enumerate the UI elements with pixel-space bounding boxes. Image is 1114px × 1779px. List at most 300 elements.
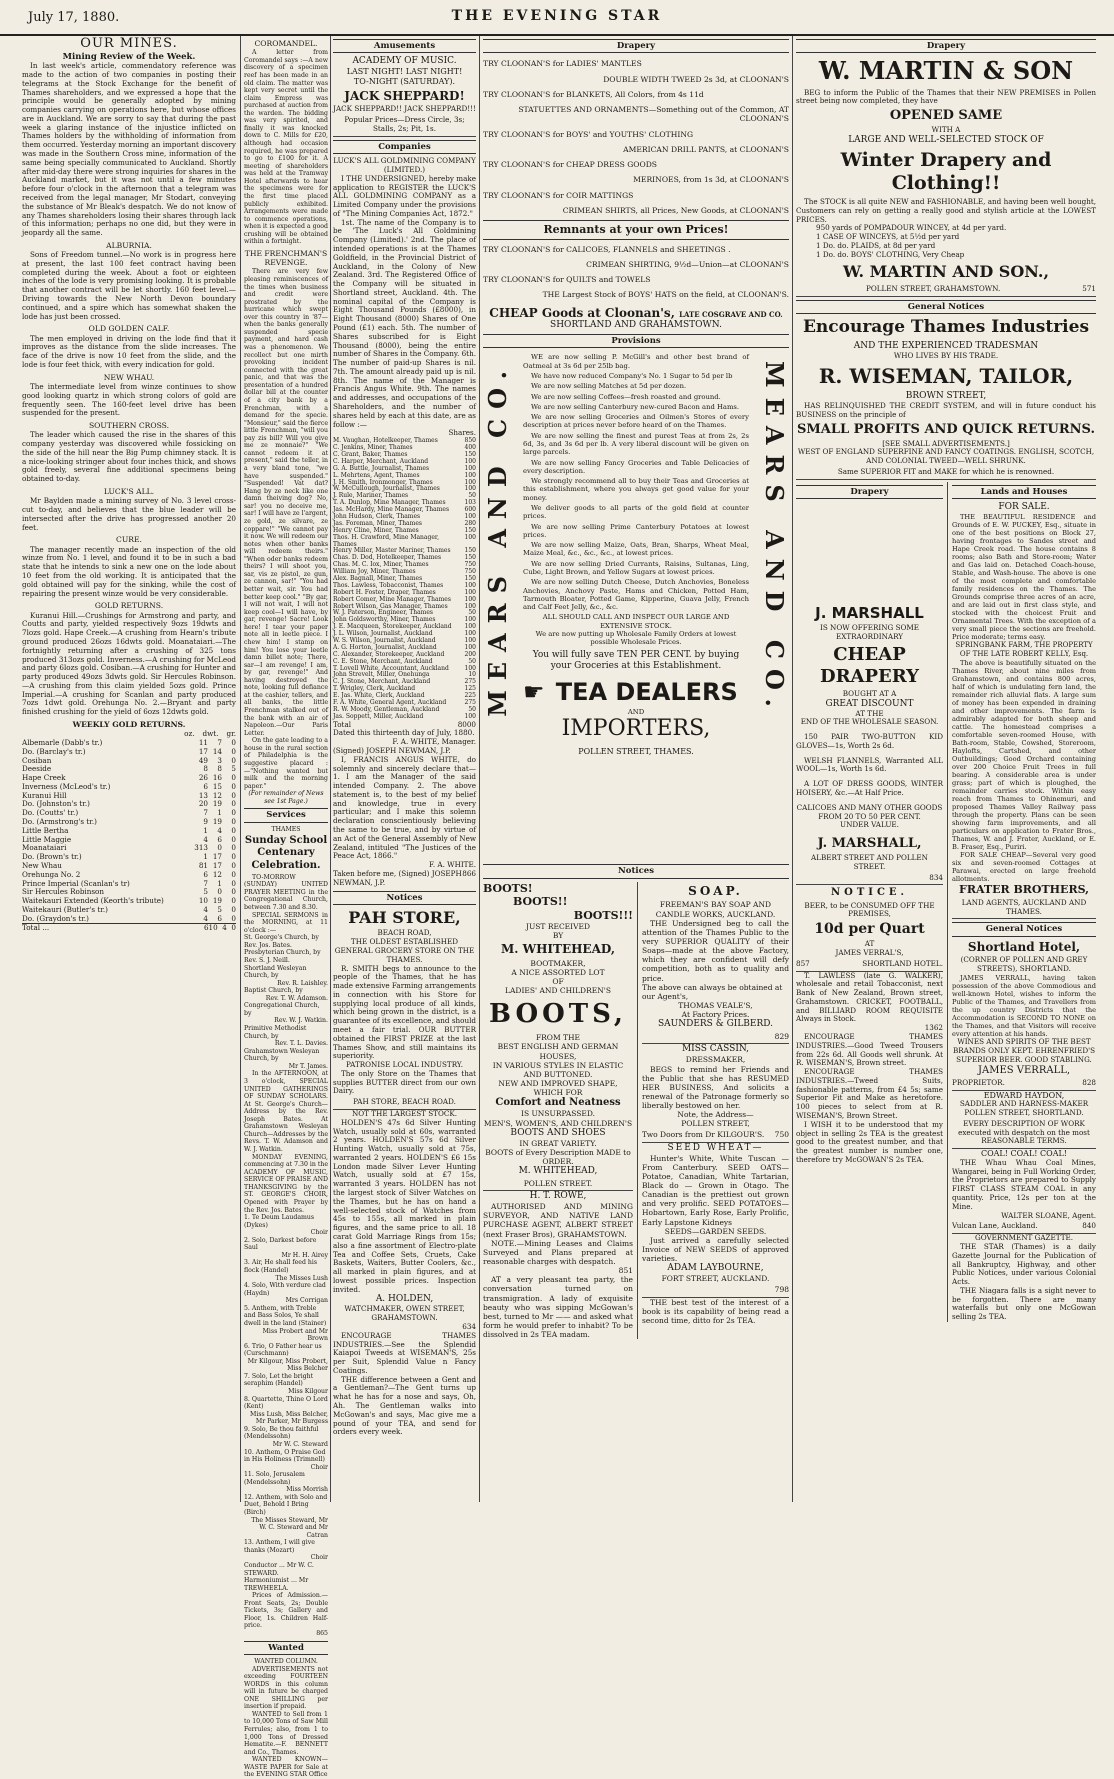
- ad-title: Comfort and Neatness: [495, 1097, 621, 1109]
- ad-title: NOT THE LARGEST STOCK.: [352, 1109, 457, 1119]
- table-cell: E. Jas. White, Clerk, Auckland: [333, 692, 425, 700]
- table-cell: 750: [464, 568, 476, 576]
- table-cell-group: [194, 757, 236, 766]
- continuation-note: (For remainder of News see 1st Page.): [248, 790, 324, 805]
- list-item: [244, 1471, 328, 1494]
- table-cell: Henry Miller, Master Mariner, Thames: [333, 547, 451, 555]
- ad-line: BOOTMAKER,: [530, 958, 586, 968]
- ad-title: PAH STORE,: [348, 907, 461, 927]
- ad-line: Taken before me, (Signed) JOSEPH NEWMAN, J.P.: [333, 868, 462, 887]
- column-rule: [240, 36, 241, 1502]
- lands-column: [952, 482, 1096, 1322]
- table-cell: 0: [231, 834, 236, 844]
- cloonan-ad: [483, 242, 789, 303]
- table-cell: 0: [231, 887, 236, 897]
- ad-number: 840: [1082, 1221, 1096, 1231]
- notices-row: [483, 882, 789, 1339]
- section-header: Wanted: [244, 1641, 328, 1655]
- article-paragraph: The leader which caused the rise in the shares of this company yesterday was discovered while fossicking on the side of the hill near the Big Pump chimney stack. It is a nice-looking stringer about four inches thick, and shows gold freely, several fine additional specimens being obtained to-day.: [22, 430, 236, 484]
- table-cell: 0: [231, 738, 236, 747]
- ad-line: LAND AGENTS, AUCKLAND AND THAMES.: [952, 897, 1096, 920]
- ad-line: EVERY DESCRIPTION OF WORK executed with despatch on the most REASONABLE TERMS.: [952, 1118, 1096, 1149]
- table-cell: Total ...: [22, 923, 50, 933]
- table-cell: 313: [194, 843, 208, 853]
- table-cell: 7: [203, 878, 208, 888]
- ad-line: GREAT DISCOUNT: [825, 698, 914, 709]
- ad-text: MONDAY EVENING, commencing at 7.30 in the ACADEMY OF MUSIC, SERVICE OF PRAISE AND THANKSGIVING by the ST. GEORGE'S CHOIR, Opened with Prayer by the Rev. Jos. Bates.: [244, 1153, 328, 1214]
- ad-title: BOOTS!!: [513, 895, 568, 909]
- column-rule: [330, 36, 331, 1502]
- ad-line: LARGE AND WELL-SELECTED STOCK OF: [848, 134, 1044, 145]
- ad-title: BOOTS,: [488, 998, 627, 1029]
- table-cell: Do. (Barclay's tr.): [22, 746, 86, 756]
- ad-title: Sunday School Centenary Celebration.: [244, 835, 328, 871]
- list-item: We strongly recommend all to buy their Teas and Groceries at this establishment, where you always get good value for your money.: [523, 477, 749, 502]
- list-item: We are now selling Dried Currants, Raisins, Sultanas, Ling, Cube, Light Brown, and Yellow Sugars at lowest prices.: [523, 559, 749, 576]
- table-cell: 100: [464, 588, 476, 596]
- table-cell: 0: [231, 781, 236, 791]
- table-cell: 5: [217, 904, 222, 914]
- ad-title: SMALL PROFITS AND QUICK RETURNS.: [796, 421, 1096, 437]
- list-item-label: 1. Te Deum Laudamus (Dykes): [244, 1214, 315, 1229]
- table-cell: Thos. H. Crawford, Mine Manager, Thames: [333, 533, 440, 548]
- table-cell: 150: [464, 574, 476, 582]
- article-paragraph: The men employed in driving on the lode find that it improves as the distance from the slide increases. The face of the drive is now 10 feet from the slide, and the lode is four feet thick, with every indication for gold.: [22, 333, 236, 369]
- list-item-value: Mrs Corrigan: [285, 1297, 328, 1305]
- table-cell: 0: [231, 755, 236, 765]
- soap-ad: [642, 882, 789, 1339]
- ad-title: BOOTS!!!: [573, 908, 633, 922]
- table-cell: 100: [464, 595, 476, 603]
- list-item: 1 Do. do. BOYS' CLOTHING, Very Cheap: [816, 249, 965, 259]
- column-header: dwt.: [202, 729, 219, 739]
- table-cell: 8000: [457, 719, 476, 729]
- table-cell: New Whau: [22, 860, 62, 870]
- table-cell: Do. (Coutts' tr.): [22, 808, 79, 818]
- table-cell: 4: [222, 923, 227, 933]
- ad-line: CALICOES AND MANY OTHER GOODS: [796, 802, 943, 812]
- table-cell: 100: [464, 636, 476, 644]
- ad-line: ALBERT STREET AND POLLEN STREET.: [811, 852, 928, 871]
- ad-line: F. A. WHITE, Manager.: [392, 737, 476, 747]
- ad-line: Dated this thirteenth day of July, 1880.: [333, 728, 475, 738]
- list-item-label: 6. Trio, O Father hear us (Curschmann): [244, 1342, 322, 1358]
- ad-line: IS NOW OFFERING SOME EXTRAORDINARY: [819, 623, 919, 642]
- table-cell: 19: [212, 799, 222, 809]
- ad-line: POLLEN STREET, THAMES.: [578, 746, 694, 756]
- table-cell-group: [194, 827, 236, 836]
- list-item-value: Miss Morrish: [286, 1486, 328, 1494]
- table-cell: T. Lovell White, Accountant, Auckland: [333, 664, 449, 672]
- table-cell: Jas. Soppett, Miller, Auckland: [333, 712, 424, 720]
- table-row: [333, 535, 476, 549]
- table-cell: 19: [212, 896, 222, 906]
- table-cell-group: [194, 906, 236, 915]
- ad-line: AND THE EXPERIENCED TRADESMAN: [853, 341, 1039, 351]
- table-cell: 6: [217, 834, 222, 844]
- list-item-value: The Misses Steward, Mr W. C. Steward and Mr Catran: [251, 1516, 328, 1539]
- table-cell: 17: [198, 746, 208, 756]
- table-cell: 9: [203, 817, 208, 827]
- list-item: [244, 1494, 328, 1539]
- table-cell: 100: [464, 664, 476, 672]
- list-item-label: 9. Solo, Be thou faithful (Mendelssohn): [244, 1425, 319, 1441]
- ad-line: WITH A: [931, 125, 961, 135]
- table-cell: 100: [464, 485, 476, 493]
- table-cell: 225: [464, 692, 476, 700]
- ad-text: 1st. The name of the Company is to be 'The Luck's All Goldmining Company (Limited).' 2nd. The place of intended operations is at the Thames Goldfield, in the Provincial District of Auckland, in the Colony of New Zealand. 3rd. The Registered Office of the Company will be situated in Shortland street, Auckland. 4th. The nominal capital of the Company is Eight Thousand Pounds (£8000), in Eight Thousand (8000) Shares of One Pound (£1) each. 5th. The number of Shares subscribed for is Eight Thousand (8000), being the entire number of Shares in the Company. 6th. The number of paid-up Shares is nil. 7th. The amount already paid up is nil. 8th. The name of the Manager is Francis Angus White. 9th. The names and addresses, and occupations of the Shareholders, and the number of shares held by each at this date, are as follow :—: [333, 217, 476, 429]
- table-cell: Robert H. Foster, Draper, Thames: [333, 588, 436, 596]
- ad-line: WALTER SLOANE, Agent.: [1001, 1210, 1096, 1220]
- table-cell: 0: [231, 808, 236, 818]
- article-heading: COROMANDEL.: [254, 39, 318, 48]
- ad-text: Prices of Admission.—Front Seats, 2s; Double Tickets, 3s; Gallery and Floor, 1s. Children Half-price.: [244, 1592, 328, 1630]
- ad-title: FRATER BROTHERS,: [959, 883, 1089, 897]
- article-paragraph: Sons of Freedom tunnel.—No work is in progress here at present, the last 100 feet contract having been completed during the week. About a foot or eighteen inches of the lode is very promising looking. It is probable that another contract will be let shortly. 160 feet level.—Driving towards the New North Devon boundary continued, and a spire which has somewhat shaken the lode has just been crossed.: [22, 250, 236, 321]
- ad-line: IN VARIOUS STYLES IN ELASTIC AND BUTTONED.: [492, 1060, 624, 1079]
- table-cell: 100: [464, 471, 476, 479]
- ad-number: 829: [642, 1030, 789, 1044]
- ad-line: BEACH ROAD,: [377, 928, 432, 938]
- ad-title: TEA DEALERS: [555, 678, 738, 707]
- ad-line: [333, 870, 476, 888]
- list-item: [244, 1396, 328, 1426]
- list-item-label: 4. Solo, With verdure clad (Haydn): [244, 1282, 326, 1297]
- ad-text: The above is beautifully situated on the Thames River, about nine miles from Grahamstown, and contains 800 acres, half of which is undulating fern land, the remainder rich alluvial flats. A large sum of money has been expended in draining and other improvements. The farm is admirably adapted for both sheep and cattle. The homestead comprises a comfortable seven-roomed House, with Bath-room, Stable, Cowshed, Storeroom, Haylofts, Cartshed, and other Outbuildings; Good Orchard containing over 200 Choice Fruit Trees in full bearing. A considerable area is under grass; part of which is ploughed, the remainder carries stock. Within easy reach from Thames to Ohinemuri, and proposed Thames Valley Railway pass through the property. Plans can be seen showing farm improvements, and all particulars on application to Frater Bros., Thames, W. and J. Frater, Auckland, or E. B. Fraser, Esq., Puriri.: [952, 658, 1096, 852]
- list-item-value: Choir: [310, 1554, 328, 1562]
- table-cell: 20: [198, 799, 208, 809]
- table-cell: 12: [212, 869, 222, 879]
- table-cell: 125: [464, 685, 476, 693]
- list-item-label: Grahamstown Wesleyan Church, by: [244, 1047, 320, 1063]
- spacer: [796, 502, 943, 602]
- ad-title: Remnants at your own Prices!: [483, 220, 789, 239]
- table-cell: 8: [217, 764, 222, 774]
- ad-line: TRY CLOONAN'S for BOYS' and YOUTHS' CLOTHING: [483, 129, 694, 139]
- ad-line: We are now putting up Wholesale Family Orders at lowest possible Wholesale Prices.: [535, 629, 737, 647]
- list-item-value: Miss Kilgour: [288, 1388, 328, 1396]
- ad-title: SEED WHEAT—: [667, 1142, 764, 1153]
- mine-heading: GOLD RETURNS.: [94, 601, 164, 611]
- table-cell: 11: [198, 738, 208, 747]
- ad-title: IMPORTERS,: [561, 715, 711, 741]
- table-cell: Do. (Brown's tr.): [22, 852, 82, 862]
- ad-line: AT: [864, 939, 875, 949]
- table-cell: 0: [231, 852, 236, 862]
- table-cell: 7: [203, 808, 208, 818]
- ad-title: Encourage Thames Industries: [802, 317, 1090, 338]
- ad-text: FOR SALE CHEAP—Several very good six and seven-roomed Cottages at Parawai, erected on large freehold allotments.: [952, 851, 1096, 884]
- table-cell: C. Alexander, Storekeeper, Auckland: [333, 650, 445, 658]
- table-cell: 0: [217, 887, 222, 897]
- ad-title: SAUNDERS & GILBERD.: [657, 1019, 774, 1030]
- section-header: Amusements: [333, 39, 476, 53]
- ad-title: ACADEMY OF MUSIC.: [352, 56, 457, 67]
- ad-line: MERINOES, from 1s 3d, at CLOONAN'S: [633, 175, 789, 185]
- table-cell: Prince Imperial (Scanlan's tr): [22, 878, 130, 888]
- table-cell: C. Grant, Baker, Thames: [333, 450, 408, 458]
- ad-text: The STOCK is all quite NEW and FASHIONABLE, and having been well bought, Customers can rely on getting a really good and stylish article at the LOWEST PRICES.: [796, 197, 1096, 224]
- table-cell: 150: [464, 554, 476, 562]
- ad-banner: MEARS AND CO.: [483, 361, 512, 718]
- ad-line: UNDER VALUE.: [840, 820, 899, 830]
- table-cell: 100: [464, 630, 476, 638]
- ad-text: I WISH it to be understood that my object in selling 2s TEA is the greatest good to the greatest number, and that the greatest number is number one, therefore try McGOWAN'S 2s TEA.: [796, 1119, 943, 1164]
- ad-title: COAL! COAL! COAL!: [980, 1149, 1068, 1159]
- ad-text: THE best test of the interest of a book is its capability of being read a second time, ditto for 2s TEA.: [642, 1297, 789, 1325]
- column-drapery-provisions: [483, 36, 789, 1502]
- ad-line: [SEE SMALL ADVERTISEMENTS.]: [882, 438, 1010, 448]
- table-cell: Chas. M. C. Iox, Miner, Thames: [333, 561, 429, 569]
- list-item: We are now selling Maize, Oats, Bran, Sharps, Wheat Meal, Maize Meal, &c., &c., &c., at lowest prices.: [523, 541, 749, 558]
- ad-line: TRY CLOONAN'S for QUILTS and TOWELS: [483, 275, 651, 285]
- table-cell: 1: [203, 852, 208, 862]
- ad-line: TRY CLOONAN'S for LADIES' MANTLES: [483, 59, 642, 69]
- ad-line: (Signed) JOSEPH NEWMAN, J.P.: [333, 746, 451, 756]
- ad-line: AMERICAN DRILL PANTS, at CLOONAN'S: [623, 144, 789, 154]
- ad-line: TRY CLOONAN'S for CHEAP DRESS GOODS: [483, 160, 658, 170]
- section-heading: OUR MINES.: [80, 36, 178, 51]
- ad-title: NOTICE.: [830, 887, 909, 899]
- table-row: [333, 714, 476, 721]
- table-cell: Jas. McHardy, Mine Manager, Thames: [333, 506, 450, 514]
- cloonan-ad: [483, 56, 789, 218]
- ad-number: 798: [642, 1283, 789, 1297]
- table-cell: Thos. Lawless, Tobacconist, Thames: [333, 581, 444, 589]
- table-cell: 10: [198, 896, 208, 906]
- table-cell: Hape Creek: [22, 773, 66, 783]
- table-cell: Waitekauri Extended (Keorth's tribute): [22, 896, 164, 906]
- ad-line: You will fully save TEN PER CENT. by buying your Groceries at this Establishment.: [532, 650, 740, 672]
- list-item-value: Rev. W. J. Watkin.: [274, 1017, 328, 1025]
- table-cell: 0: [217, 843, 222, 853]
- ad-title: H. T. ROWE,: [529, 1191, 587, 1202]
- article-paragraph: A letter from Coromandel says :—A new discovery of a specimen reef has been made in an old claim. The matter was kept very secret until the claim Empress was purchased at auction from the warden. The bidding was very spirited, and finally it was knocked down to C. Mills for £20, although had occasion required, he was prepared to go to £100 for it. A meeting of shareholders was held at the Tramway Hotel afterwards to hear the specimens were for the first time placed publicly exhibited. Arrangements were made to commence operations, when it is expected a good crushing will be obtained within a fortnight.: [244, 49, 328, 246]
- marshall-column: [796, 482, 943, 1322]
- ad-title: GOVERNMENT GAZETTE.: [974, 1233, 1074, 1243]
- list-item: We are now selling Coffees—fresh roasted and ground.: [531, 392, 721, 401]
- table-cell: 6: [217, 913, 222, 923]
- ad-title: J. MARSHALL,: [817, 836, 922, 852]
- table-cell: 19: [212, 817, 222, 827]
- ad-line: THE Largest Stock of BOYS' HATS on the field, at CLOONAN'S.: [542, 290, 789, 300]
- ad-line: SHORTLAND HOTEL.: [862, 958, 943, 968]
- article-paragraph: Kuranui Hill.—Crushings for Armstrong and party, and Coutts and party, yielded respectively 9ozs 19dwts and 7lozs gold. Hape Creek.—A crushing from Hearn's tribute ground produced 26ozs 16dwts gold. Moanataiari.—The fortnightly returning after a crushing of 325 tons produced 313ozs gold. Inverness.—A crushing for McLeod and party 6lozs gold. Cosiban.—A crushing for Hunter and party produced 49ozs 3dwts gold. Sir Hercules Robinson.—A crushing from this claim yielded 5ozs gold. Prince Imperial.—A crushing for Scanlan and party produced 7ozs 1dwt gold. Orehunga No. 2.—Bryant and party finished crushing for the yield of 6ozs 12dwts gold.: [22, 610, 236, 717]
- table-cell: 0: [231, 869, 236, 879]
- ad-text: JAMES VERRALL, having taken possession of the above Commodious and well-known Hotel, wishes to inform the Public of the Thames, and Travellers from the up country Districts that the Accommodation is SECOND TO NONE on the Thames, and that Visitors will receive every attention at his hands.: [952, 973, 1096, 1039]
- ad-line: AT THE: [855, 708, 884, 718]
- ad-line: WINES AND SPIRITS OF THE BEST BRANDS ONLY KEPT. EHRENFRIED'S SUPERIOR BEER. GOOD STABLING.: [952, 1037, 1096, 1064]
- list-item: [244, 1025, 328, 1048]
- list-item: [244, 1539, 328, 1562]
- ad-title: Winter Drapery and Clothing!!: [840, 148, 1052, 194]
- list-item-label: 5. Anthem, with Treble and Bass Solos, Ye shall dwell in the land (Stainer): [244, 1304, 327, 1327]
- masthead: [0, 0, 1114, 36]
- ad-line: JUST RECEIVED: [525, 922, 591, 932]
- table-cell: 100: [464, 512, 476, 520]
- table-cell: 100: [464, 623, 476, 631]
- list-item-value: Mr H. H. Airey: [281, 1251, 328, 1259]
- list-item: We are now selling Prime Canterbury Potatoes at lowest prices.: [523, 522, 749, 539]
- ad-line: F. A. WHITE.: [428, 860, 476, 870]
- ad-line: TO-NIGHT (SATURDAY).: [353, 77, 456, 87]
- table-cell-group: [194, 800, 236, 809]
- ad-title: R. WISEMAN, TAILOR,: [818, 363, 1074, 388]
- ad-line: WHICH FOR: [533, 1088, 583, 1098]
- table-cell: Moanataiari: [22, 843, 67, 853]
- ad-text: ENCOURAGE THAMES INDUSTRIES.—Good Tweed Trousers from 22s 6d. All Goods well shrunk. At R. WISEMAN'S, Brown street.: [796, 1031, 943, 1068]
- section-header: Services: [244, 808, 328, 822]
- list-item-value: Mr W. C. Steward: [272, 1440, 328, 1448]
- ad-text: Just arrived a carefully selected Invoice of NEW SEEDS of approved varieties.: [642, 1235, 789, 1264]
- ad-text: BEG to inform the Public of the Thames that their NEW PREMISES in Pollen street being now completed, they have: [796, 87, 1096, 106]
- ad-line: WATCHMAKER, OWEN STREET, GRAHAMSTOWN.: [344, 1304, 465, 1323]
- ad-text: I, FRANCIS ANGUS WHITE, do solemnly and sincerely declare that— 1. I am the Manager of the said intended Company. 2. The above statement is, to the best of my belief and knowledge, true in every particular; and I make this solemn declaration conscientiously believing the same to be true, and by virtue of an Act of the General Assembly of New Zealand, intituled "The Justices of the Peace Act, 1866.": [333, 754, 476, 861]
- table-cell: 100: [464, 581, 476, 589]
- table-cell: 7: [217, 738, 222, 747]
- returns-table-heading: WEEKLY GOLD RETURNS.: [72, 719, 186, 729]
- ad-body: [523, 351, 749, 756]
- ad-text: ENCOURAGE THAMES INDUSTRIES.—Tweed Suits, fashionable patterns, from £4 5s; same Superior Fit and Make as heretofore. 100 pieces to select from at R. WISEMAN'S, Brown Street.: [796, 1067, 943, 1120]
- provisions-list: [523, 353, 749, 611]
- ad-line: TRY CLOONAN'S for CALICOES, FLANNELS and SHEETINGS .: [483, 244, 731, 254]
- table-cell: 100: [464, 478, 476, 486]
- table-cell: 275: [464, 678, 476, 686]
- ad-text: WANTED to Sell from 1 to 10,000 Tons of Saw Mill Ferrules; also, from 1 to 1,000 Tons of Dressed Hematite.—F. BENNETT and Co., Thames.: [244, 1710, 328, 1756]
- ad-title: W. MARTIN AND SON.,: [842, 261, 1050, 281]
- section-header: Notices: [483, 864, 789, 878]
- table-cell: 1: [203, 825, 208, 835]
- table-cell: 50: [468, 492, 476, 500]
- pointing-hand-icon: ☛: [523, 678, 545, 707]
- ad-line: CRIMEAN SHIRTS, all Prices, New Goods, at CLOONAN'S: [562, 205, 789, 215]
- list-item: [244, 1449, 328, 1472]
- ad-line: TRY CLOONAN'S for BLANKETS, All Colors, from 4s 11d: [483, 89, 704, 99]
- church-list: [244, 934, 328, 1070]
- ad-line: LATE COSGRAVE AND CO.: [679, 309, 783, 319]
- table-cell: 0: [231, 896, 236, 906]
- ad-line: TRY CLOONAN'S for COIR MATTINGS: [483, 190, 634, 200]
- table-cell: 17: [212, 852, 222, 862]
- table-cell: 100: [464, 533, 476, 541]
- ad-line: JACK SHEPPARD!! JACK SHEPPARD!!!: [333, 104, 476, 114]
- article-heading: THE FRENCHMAN'S REVENGE.: [244, 248, 328, 268]
- ad-title: BOOTS!: [483, 881, 533, 895]
- ad-text: HOLDEN'S 47s 6d Silver Hunting Watch, usually sold at 60s, warranted 2 years. HOLDEN'S 57s 6d Silver Hunting Watch, usually sold at 75s, warranted 2 years. HOLDEN'S £6 15s London made Silver Lever Hunting Watch, usually sold at £7 15s, warranted 3 years. HOLDEN has not the largest stock of Silver Watches on the Thames, but he has on hand a well-selected stock of Watches from 45s to 155s, all marked in plain figures, and the same price to all. 18 carat Gold Marriage Rings from 15s; also a fine assortment of Electro-plate Tea and Coffee Sets, Cruets, Cake Baskets, Waiters, Butter Coolers, &c., all marked in plain figures, and at lowest possible prices. Inspection invited.: [333, 1117, 476, 1294]
- section-header: Drapery: [483, 39, 789, 53]
- article-paragraph: The manager recently made an inspection of the old winze from No. 1 level, and found it to be in such a bad state that he intends to sink a new one on the lode about 10 feet from the old working. It is anticipated that the gold obtained will pay for the sinking, while the cost of repairing the present winze would be very considerable.: [22, 544, 236, 598]
- ad-line: END OF THE WHOLESALE SEASON.: [800, 717, 939, 727]
- ad-text: SPECIAL SERMONS in the MORNING, at 11 o'clock :—: [244, 911, 328, 934]
- column-rule: [947, 482, 948, 1322]
- table-cell: Alex. Bagnall, Miner, Thames: [333, 574, 423, 582]
- ad-line: LAST NIGHT! LAST NIGHT!: [346, 67, 463, 77]
- list-item: [244, 965, 328, 988]
- list-item: We are now selling Canterbury new-cured Bacon and Hams.: [531, 402, 740, 411]
- list-item: 950 yards of POMPADOUR WINCEY, at 4d per yard.: [816, 223, 1007, 233]
- ad-number: 865: [316, 1630, 328, 1638]
- ad-line: THOMAS VEALE'S,: [678, 1001, 753, 1010]
- table-cell: 280: [464, 519, 476, 527]
- table-cell: 600: [464, 506, 476, 514]
- list-item: [244, 1343, 328, 1373]
- ad-title: [483, 306, 789, 321]
- ad-text: 150 PAIR TWO-BUTTON KID GLOVES—1s, Worth 2s 6d.: [796, 732, 943, 750]
- table-cell: Sir Hercules Robinson: [22, 887, 104, 897]
- table-cell: 100: [464, 457, 476, 465]
- table-cell: 0: [231, 773, 236, 783]
- list-item: We have now reduced Company's No. 1 Sugar to 5d per lb: [531, 372, 733, 381]
- ad-line: POLLEN STREET.: [483, 1177, 633, 1191]
- list-item-value: Rev. R. Laishley.: [277, 979, 328, 987]
- ad-line: STATUETTES AND ORNAMENTS—Something out of the Common, AT CLOONAN'S: [518, 105, 789, 124]
- ad-title: WANTED COLUMN.: [254, 1657, 318, 1665]
- table-cell: 5: [203, 887, 208, 897]
- table-cell: John Goldsworthy, Miner, Thames: [333, 616, 436, 624]
- ad-title: A. HOLDEN,: [375, 1294, 434, 1305]
- ad-text: NOTE.—Mining Leases and Claims Surveyed and Plans prepared at reasonable charges with despatch.: [483, 1238, 633, 1266]
- table-cell: 103: [464, 499, 476, 507]
- list-item-label: 3. Air, He shall feed his flock (Handel): [244, 1259, 318, 1275]
- table-cell: 12: [212, 790, 222, 800]
- ad-line: PROPRIETOR.: [952, 1077, 1005, 1087]
- table-cell: 4: [203, 834, 208, 844]
- table-cell: 0: [231, 799, 236, 809]
- ad-title: BOOTS AND SHOES: [510, 1127, 606, 1138]
- ad-line: Popular Prices—Dress Circle, 3s; Stalls, 2s; Pit, 1s.: [333, 114, 476, 137]
- ad-line: Two Doors from Dr KILGOUR'S.: [642, 1130, 765, 1140]
- list-item-label: Shortland Wesleyan Church, by: [244, 964, 307, 980]
- table-cell: 50: [468, 705, 476, 713]
- table-cell: 100: [464, 616, 476, 624]
- ad-line: WHO LIVES BY HIS TRADE.: [893, 350, 999, 360]
- ad-text: WELSH FLANNELS, Warranted ALL WOOL—1s, Worth 1s 6d.: [796, 755, 943, 774]
- table-cell: Chas. D. Dod, Hotelkeeper, Thames: [333, 554, 442, 562]
- table-cell: 50: [468, 657, 476, 665]
- ad-text: AUTHORISED AND MINING SURVEYOR, AND NATIVE LAND PURCHASE AGENT, ALBERT STREET (next Fraser Bros), GRAHAMSTOWN.: [483, 1202, 633, 1239]
- table-cell: 750: [464, 561, 476, 569]
- ad-title: JAMES VERRALL,: [977, 1064, 1071, 1076]
- section-header: Notices: [333, 891, 476, 905]
- table-cell: R. W. Moody, Gentleman, Auckland: [333, 705, 440, 713]
- mine-heading: ALBURNIA.: [106, 240, 152, 250]
- table-cell: Robert Comer, Mine Manager, Thames: [333, 595, 451, 603]
- table-cell: J. Rule, Mariner, Thames: [333, 492, 409, 500]
- ad-title: CHEAP DRAPERY: [819, 643, 920, 687]
- ad-number: 571: [1082, 284, 1096, 294]
- table-cell: 0: [231, 817, 236, 827]
- table-cell: John Hudson, Clerk, Thames: [333, 512, 421, 520]
- table-cell: 14: [212, 746, 222, 756]
- table-cell: 4: [203, 913, 208, 923]
- column-rule: [637, 882, 638, 1339]
- table-cell: 610: [203, 923, 218, 933]
- ad-line: OF: [552, 977, 564, 987]
- ad-banner: MEARS AND CO.: [760, 361, 789, 718]
- mine-heading: OLD GOLDEN CALF.: [88, 324, 170, 334]
- ad-line: SADDLER AND HARNESS-MAKER: [959, 1099, 1089, 1109]
- ad-line: POLLEN STREET, SHORTLAND.: [964, 1108, 1084, 1118]
- table-cell: 5: [231, 764, 236, 774]
- table-cell: J. L. Wilson, Journalist, Auckland: [333, 630, 433, 638]
- section-header: Lands and Houses: [952, 485, 1096, 499]
- table-cell: 16: [212, 773, 222, 783]
- ad-line: BROWN STREET,: [905, 391, 987, 402]
- table-cell: 0: [231, 860, 236, 870]
- list-item-value: Choir: [310, 1229, 328, 1237]
- table-cell: Albemarle (Dabb's tr.): [22, 738, 103, 747]
- list-item-label: 12. Anthem, with Solo and Duet, Behold I Bring (Birch): [244, 1493, 328, 1517]
